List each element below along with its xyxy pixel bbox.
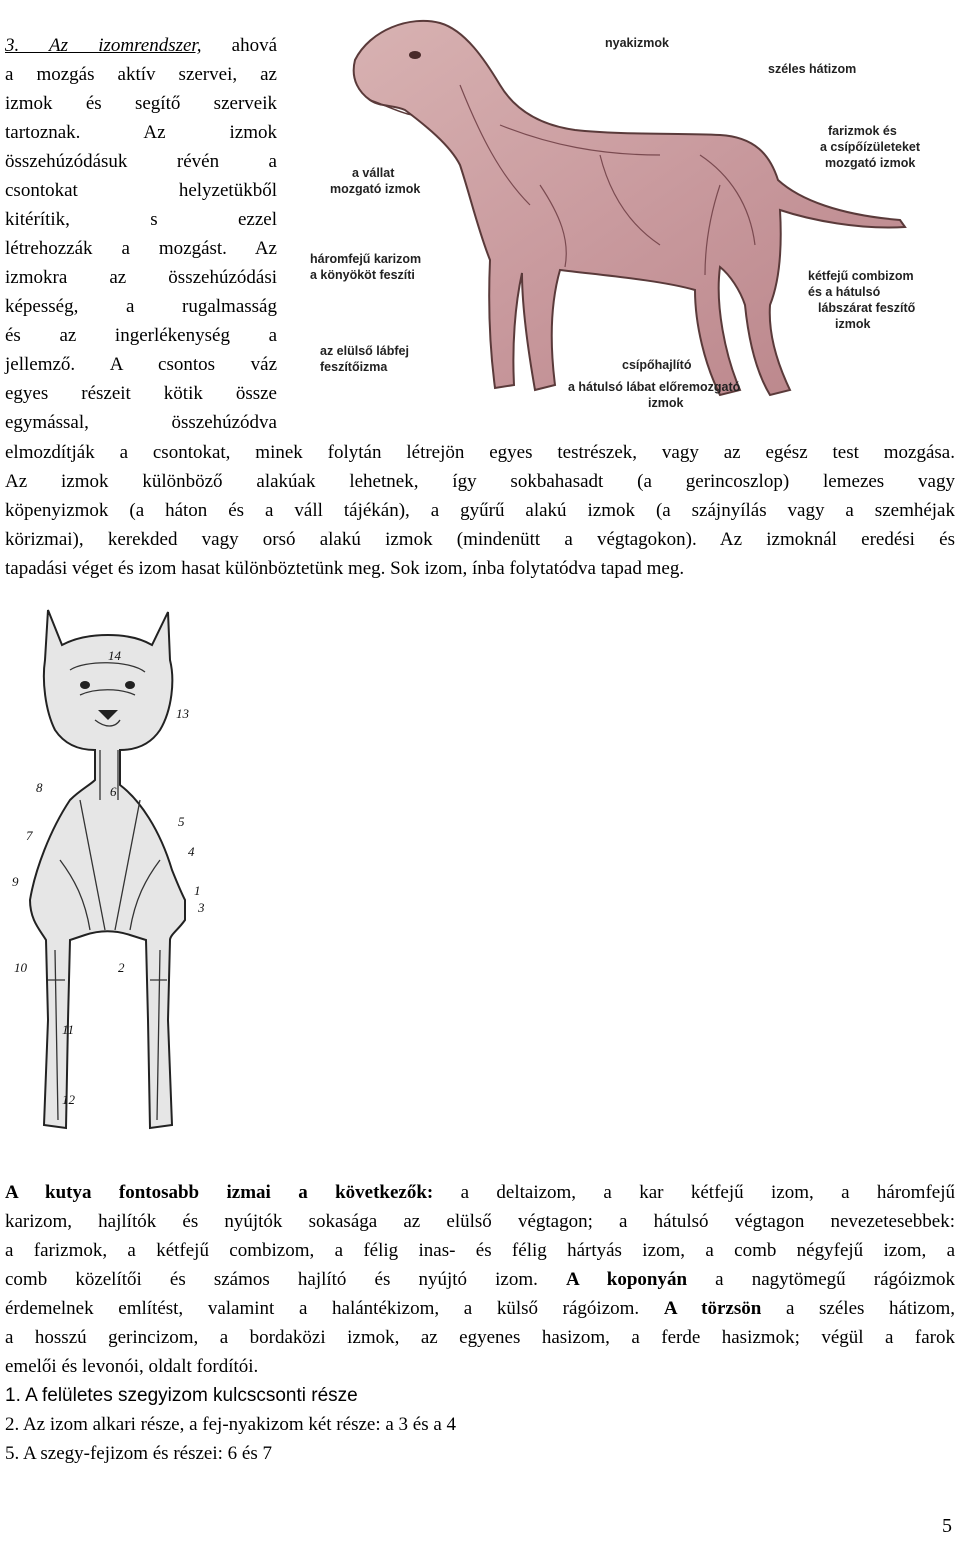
label-vallat-2: mozgató izmok [330, 182, 421, 196]
intro-line-10: és az ingerlékenység a [5, 325, 277, 346]
label-ketfeju-3: lábszárat feszítő [818, 301, 916, 315]
number-4: 4 [188, 844, 195, 859]
intro-line-8: izmokra az összehúzódási [5, 267, 277, 288]
intro-line-9: képesség, a rugalmasság [5, 296, 277, 317]
body-line-2: a farizmok, a kétfejű combizom, a félig inas- és félig hártyás izom, a comb négyfejű izom, a [5, 1240, 955, 1261]
intro-paragraph [5, 438, 955, 583]
dog-front-muscle-figure [0, 600, 220, 1140]
label-nyakizmok: nyakizmok [605, 36, 669, 50]
number-12: 12 [62, 1092, 75, 1107]
intro-left-column [5, 31, 277, 437]
label-csipohajlito: csípőhajlító [622, 358, 692, 372]
label-hatulso-lab-1: a hátulsó lábat előremozgató [568, 380, 741, 394]
label-elulso-lab-2: feszítőizma [320, 360, 388, 374]
body-line-0: A kutya fontosabb izmai a következők: a deltaizom, a kar kétfejű izom, a háromfejű [5, 1182, 955, 1203]
number-9: 9 [12, 874, 19, 889]
label-ketfeju-2: és a hátulsó [808, 285, 881, 299]
paragraph-line-1: Az izmok különböző alakúak lehetnek, így sokbahasadt (a gerincoszlop) lemezes vagy [5, 471, 955, 492]
list-item-1: 1. A felületes szegyizom kulcscsonti része [5, 1385, 358, 1406]
number-2: 2 [118, 960, 125, 975]
number-3: 3 [198, 900, 205, 915]
list-item-5: 5. A szegy-fejizom és részei: 6 és 7 [5, 1443, 272, 1464]
paragraph-line-2: köpenyizmok (a háton és a váll tájékán), a gyűrű alakú izmok (a szájnyílás vagy a szemhéjak [5, 500, 955, 521]
body-line-4: érdemelnek említést, valamint a halántékizom, a külső rágóizom. A törzsön a széles hátizom, [5, 1298, 956, 1319]
intro-line-6: kitérítik, s ezzel [5, 209, 277, 230]
label-haromfeju-1: háromfejű karizom [310, 252, 422, 266]
label-farizmok-3: mozgató izmok [825, 156, 916, 170]
label-vallat-1: a vállat [352, 166, 395, 180]
intro-line-7: létrehozzák a mozgást. Az [5, 238, 277, 259]
number-8: 8 [36, 780, 43, 795]
dog-side-muscle-figure [300, 5, 950, 415]
intro-line-13: egymással, összehúzódva [5, 412, 277, 433]
body-line-3: comb közelítői és számos hajlító és nyújtó izom. A koponyán a nagytömegű rágóizmok [5, 1269, 955, 1290]
intro-line-12: egyes részeit kötik össze [5, 383, 277, 404]
label-haromfeju-2: a könyököt feszíti [310, 268, 415, 282]
label-farizmok-1: farizmok és [828, 124, 897, 138]
label-szeles-hatizom: széles hátizom [768, 62, 857, 76]
body-line-6: emelői és levonói, oldalt fordítói. [5, 1356, 259, 1377]
number-13: 13 [176, 706, 189, 721]
number-11: 11 [62, 1022, 75, 1037]
dog-silhouette [354, 21, 905, 395]
paragraph-line-4: tapadási véget és izom hasat különböztetünk meg. Sok izom, ínba folytatódva tapad meg. [5, 558, 685, 579]
body-line-5: a hosszú gerincizom, a bordaközi izmok, az egyenes hasizom, a ferde hasizmok; végül a farok [5, 1327, 955, 1348]
page-number: 5 [942, 1515, 952, 1537]
intro-line-11: jellemző. A csontos váz [5, 354, 277, 375]
number-1: 1 [194, 883, 201, 898]
paragraph-line-0: elmozdítják a csontokat, minek folytán létrejön egyes testrészek, vagy az egész test mozgása. [5, 442, 955, 463]
intro-line-2: izmok és segítő szerveik [5, 93, 277, 114]
label-ketfeju-4: izmok [835, 317, 871, 331]
label-elulso-lab-1: az elülső lábfej [320, 344, 409, 358]
intro-line-3: tartoznak. Az izmok [5, 122, 277, 143]
label-farizmok-2: a csípőízületeket [820, 140, 921, 154]
number-10: 10 [14, 960, 27, 975]
paragraph-line-3: körizmai), kerekded vagy orsó alakú izmok (mindenütt a végtagokon). Az izmoknál eredési és [5, 529, 955, 550]
label-hatulso-lab-2: izmok [648, 396, 684, 410]
intro-line-5: csontokat helyzetükből [5, 180, 277, 201]
intro-line-0: 3. Az izomrendszer, ahová [5, 35, 277, 56]
number-14: 14 [108, 648, 121, 663]
section-heading-link[interactable]: 3. Az izomrendszer, [5, 35, 202, 56]
number-6: 6 [110, 784, 117, 799]
list-item-2: 2. Az izom alkari része, a fej-nyakizom két része: a 3 és a 4 [5, 1414, 457, 1435]
number-5: 5 [178, 814, 185, 829]
intro-line-1: a mozgás aktív szervei, az [5, 64, 277, 85]
intro-line-4: összehúzódásuk révén a [5, 151, 277, 172]
label-ketfeju-1: kétfejű combizom [808, 269, 914, 283]
main-muscles-paragraph [5, 1178, 955, 1468]
number-7: 7 [26, 828, 33, 843]
body-line-1: karizom, hajlítók és nyújtók sokasága az elülső végtagon; a hátulsó végtagon nevezetesebbek: [5, 1211, 955, 1232]
front-dog-drawing [30, 610, 185, 1128]
